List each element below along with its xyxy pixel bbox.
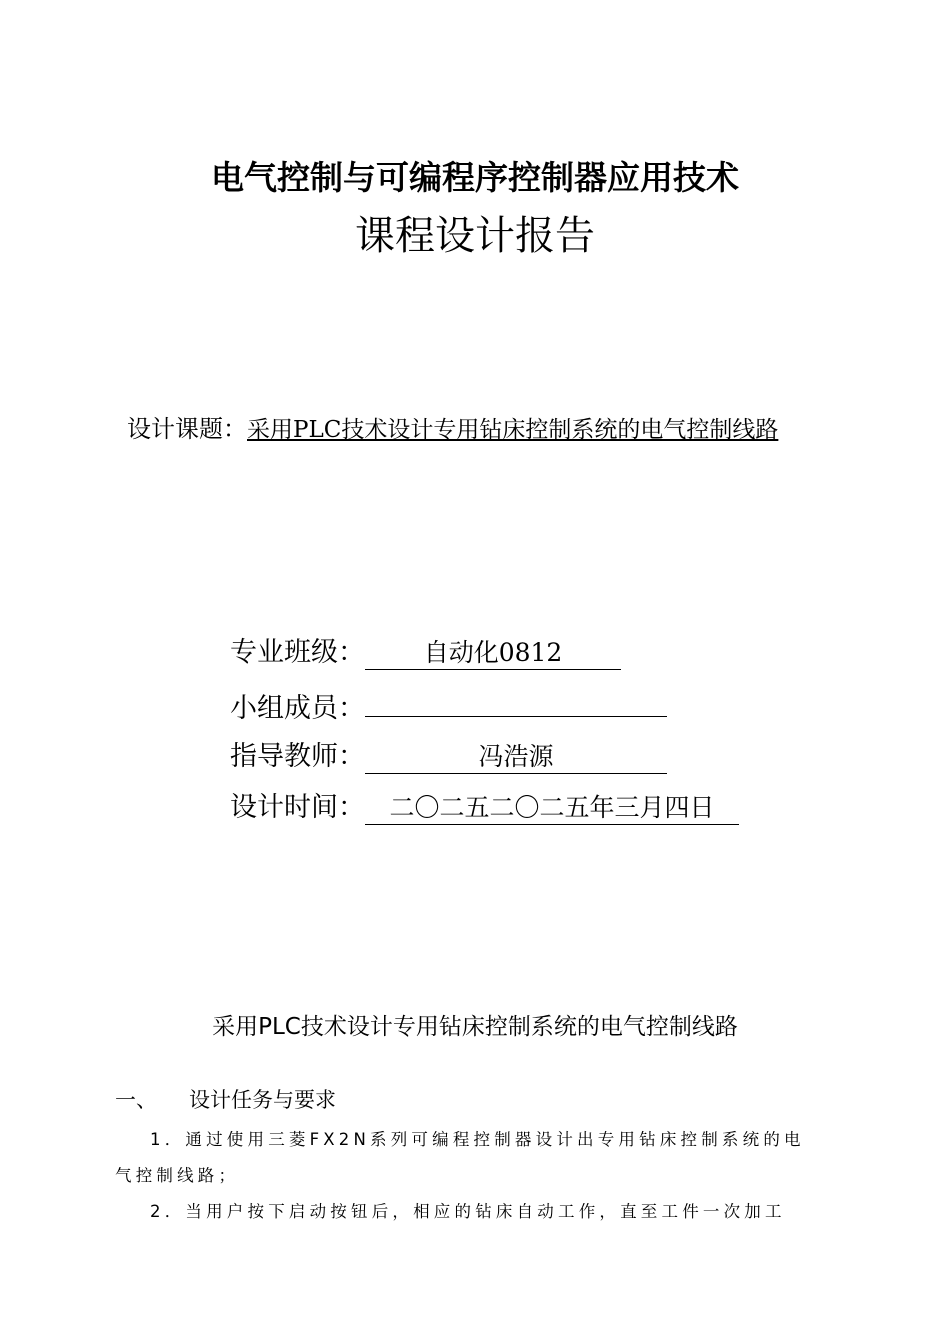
field-class bbox=[230, 630, 621, 670]
section-1 bbox=[115, 1084, 336, 1114]
report-subtitle: 课程设计报告 bbox=[355, 213, 595, 259]
field-advisor-value: 冯浩源 bbox=[365, 741, 667, 774]
paragraph-line: 1．通过使用三菱FX2N系列可编程控制器设计出专用钻床控制系统的电 bbox=[150, 1130, 805, 1149]
field-members-label: 小组成员： bbox=[230, 693, 365, 724]
field-advisor-label: 指导教师： bbox=[230, 741, 365, 772]
paragraph-line: 2．当用户按下启动按钮后，相应的钻床自动工作，直至工件一次加工 bbox=[150, 1202, 786, 1221]
section-1-number: 一、 bbox=[115, 1088, 157, 1112]
field-date bbox=[230, 785, 739, 825]
report-title: 电气控制与可编程序控制器应用技术 bbox=[211, 158, 739, 197]
field-date-value: 二〇二五二〇二五年三月四日 bbox=[365, 792, 739, 825]
field-class-value: 自动化0812 bbox=[365, 637, 621, 670]
paragraph-line: 气控制线路； bbox=[115, 1166, 240, 1185]
field-members-value bbox=[365, 684, 667, 717]
field-members bbox=[230, 684, 667, 725]
section-heading: 采用PLC技术设计专用钻床控制系统的电气控制线路 bbox=[212, 1014, 738, 1040]
design-topic bbox=[127, 409, 778, 444]
design-topic-label: 设计课题： bbox=[127, 415, 247, 443]
field-class-label: 专业班级： bbox=[230, 637, 365, 668]
section-1-title: 设计任务与要求 bbox=[189, 1088, 336, 1112]
field-advisor bbox=[230, 734, 667, 774]
design-topic-value: 采用PLC技术设计专用钻床控制系统的电气控制线路 bbox=[247, 417, 779, 443]
field-date-label: 设计时间： bbox=[230, 792, 365, 823]
